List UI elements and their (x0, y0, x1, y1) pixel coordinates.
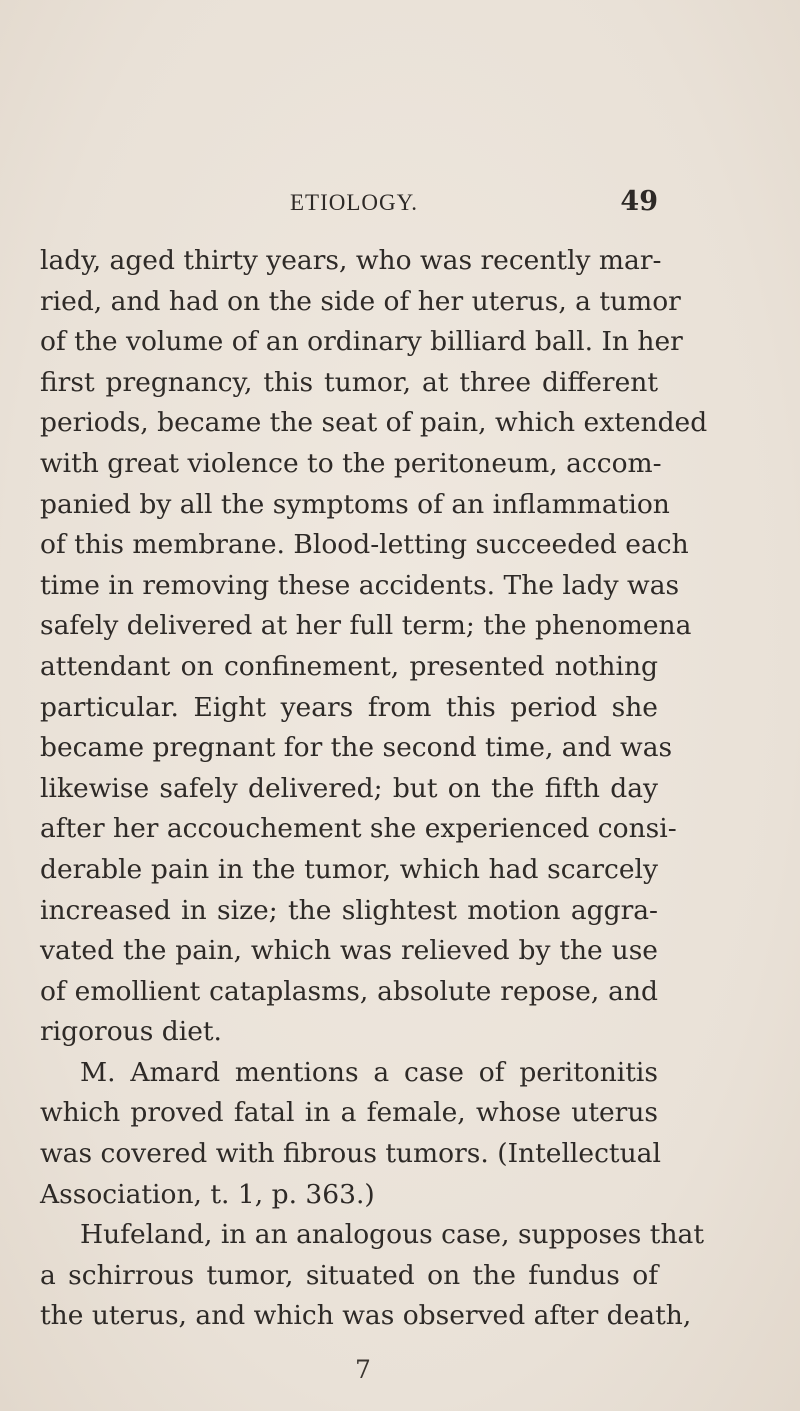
text-line: after her accouchement she experienced consi- (40, 813, 677, 845)
text-line: which proved fatal in a female, whose uterus (40, 1097, 658, 1129)
text-line: rigorous diet. (40, 1016, 222, 1048)
paragraph-2 (40, 1053, 661, 1215)
text-line: of emollient cataplasms, absolute repose, and (40, 975, 658, 1007)
paragraph-3 (40, 1215, 704, 1337)
text-line: ried, and had on the side of her uterus, a tumor (40, 285, 681, 317)
text-line: increased in size; the slightest motion aggra- (40, 894, 658, 926)
text-line: derable pain in the tumor, which had scarcely (40, 853, 658, 885)
text-line: particular. Eight years from this period she (40, 691, 658, 723)
text-line: a schirrous tumor, situated on the fundus of (40, 1259, 658, 1291)
text-line: panied by all the symptoms of an inflammation (40, 488, 670, 520)
text-line: Hufeland, in an analogous case, supposes that (80, 1219, 704, 1251)
text-line: attendant on confinement, presented nothing (40, 650, 658, 682)
signature-mark: 7 (355, 1355, 371, 1384)
text-line: Association, t. 1, p. 363.) (40, 1178, 375, 1210)
text-line: likewise safely delivered; but on the fifth day (40, 772, 658, 804)
text-line: of this membrane. Blood-letting succeeded each (40, 529, 689, 561)
text-line: with great violence to the peritoneum, accom- (40, 447, 662, 479)
text-line: safely delivered at her full term; the phenomena (40, 610, 692, 642)
text-line: first pregnancy, this tumor, at three different (40, 366, 658, 398)
text-line: the uterus, and which was observed after death, (40, 1300, 692, 1332)
page-number: 49 (620, 186, 658, 217)
running-head: ETIOLOGY. (290, 190, 419, 215)
text-line: of the volume of an ordinary billiard ball. In her (40, 326, 683, 358)
paragraph-1 (40, 241, 708, 1053)
text-line: periods, became the seat of pain, which extended (40, 407, 708, 439)
text-line: vated the pain, which was relieved by the use (40, 935, 658, 967)
text-line: M. Amard mentions a case of peritonitis (80, 1056, 658, 1088)
text-line: was covered with fibrous tumors. (Intellectual (40, 1138, 661, 1170)
text-line: became pregnant for the second time, and was (40, 732, 673, 764)
page-header (290, 186, 658, 230)
text-line: time in removing these accidents. The lady was (40, 569, 680, 601)
text-line: lady, aged thirty years, who was recently mar- (40, 245, 662, 276)
body-text (40, 241, 708, 1337)
